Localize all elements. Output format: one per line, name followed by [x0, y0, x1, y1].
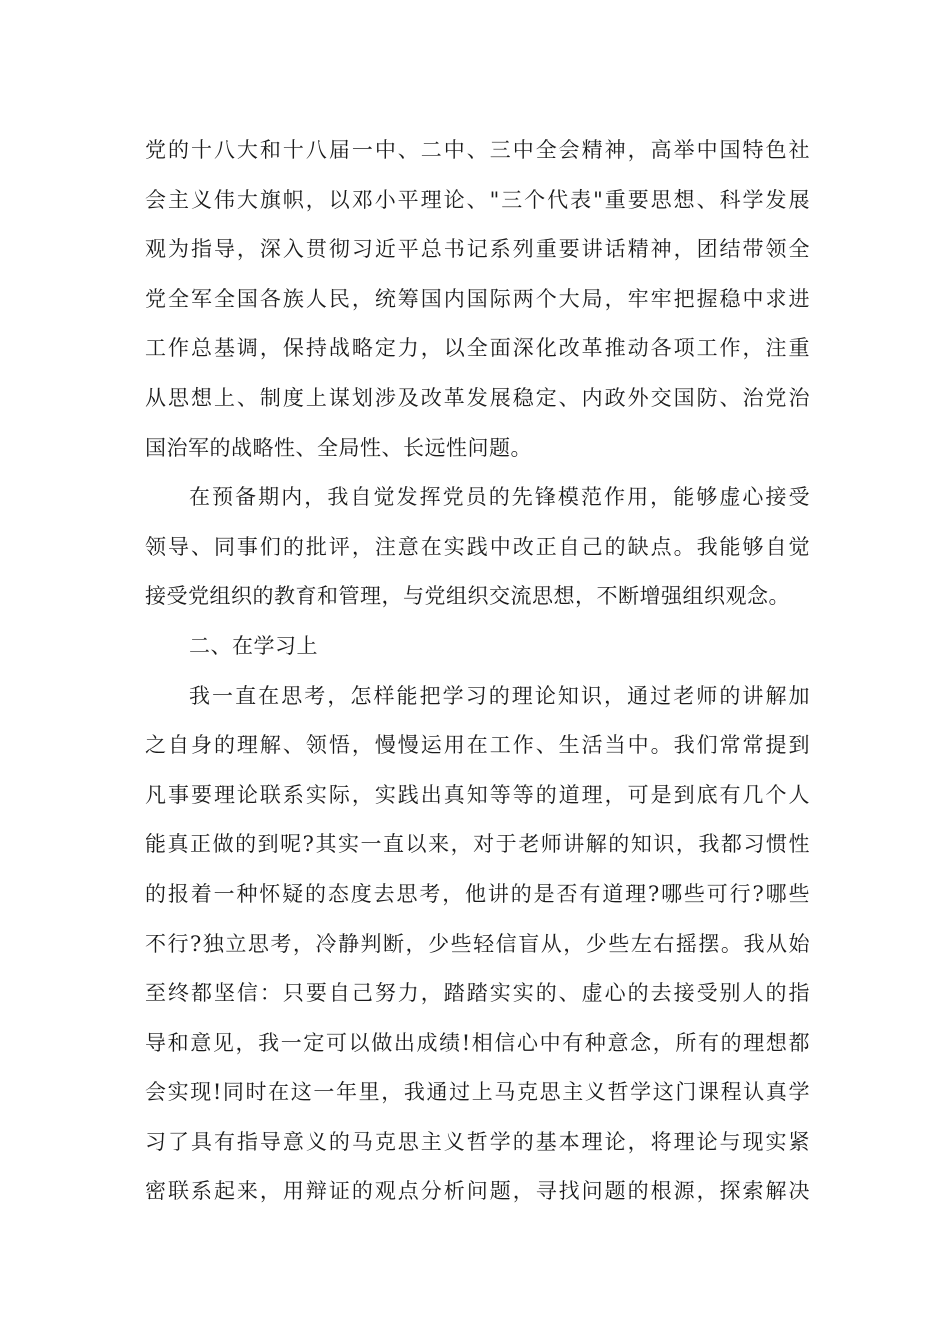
text-line: 凡事要理论联系实际，实践出真知等等的道理，可是到底有几个人 [145, 782, 810, 807]
text-line: 会实现!同时在这一年里，我通过上马克思主义哲学这门课程认真学 [145, 1080, 810, 1105]
text-line: 会主义伟大旗帜，以邓小平理论、"三个代表"重要思想、科学发展 [145, 187, 810, 212]
text-line: 党全军全国各族人民，统筹国内国际两个大局，牢牢把握稳中求进 [145, 286, 810, 311]
text-line: 在预备期内，我自觉发挥党员的先锋模范作用，能够虚心接受 [189, 485, 810, 510]
text-line: 观为指导，深入贯彻习近平总书记系列重要讲话精神，团结带领全 [145, 237, 810, 262]
text-line: 工作总基调，保持战略定力，以全面深化改革推动各项工作，注重 [145, 336, 810, 361]
text-line: 密联系起来，用辩证的观点分析问题，寻找问题的根源，探索解决 [145, 1179, 810, 1204]
text-line: 导和意见，我一定可以做出成绩!相信心中有种意念，所有的理想都 [145, 1030, 810, 1055]
text-line: 不行?独立思考，冷静判断，少些轻信盲从，少些左右摇摆。我从始 [145, 931, 810, 956]
text-line: 的报着一种怀疑的态度去思考，他讲的是否有道理?哪些可行?哪些 [145, 881, 810, 906]
text-line: 国治军的战略性、全局性、长远性问题。 [145, 435, 532, 460]
text-line: 党的十八大和十八届一中、二中、三中全会精神，高举中国特色社 [145, 138, 810, 162]
text-line: 接受党组织的教育和管理，与党组织交流思想，不断增强组织观念。 [145, 584, 790, 609]
text-line: 至终都坚信：只要自己努力，踏踏实实的、虚心的去接受别人的指 [145, 981, 810, 1006]
text-line: 之自身的理解、领悟，慢慢运用在工作、生活当中。我们常常提到 [145, 733, 810, 758]
text-line: 二、在学习上 [189, 633, 318, 658]
document-body [145, 126, 810, 1217]
text-line: 从思想上、制度上谋划涉及改革发展稳定、内政外交国防、治党治 [145, 385, 810, 410]
text-line: 能真正做的到呢?其实一直以来，对于老师讲解的知识，我都习惯性 [145, 832, 810, 857]
text-line: 领导、同事们的批评，注意在实践中改正自己的缺点。我能够自觉 [145, 534, 810, 559]
text-line: 习了具有指导意义的马克思主义哲学的基本理论，将理论与现实紧 [145, 1129, 810, 1154]
text-line: 我一直在思考，怎样能把学习的理论知识，通过老师的讲解加 [189, 683, 810, 708]
